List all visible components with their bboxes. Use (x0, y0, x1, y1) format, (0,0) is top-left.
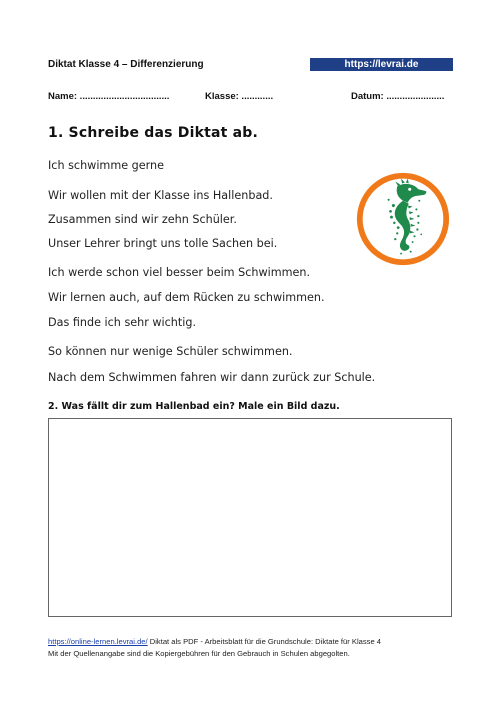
dictation-line: Nach dem Schwimmen fahren wir dann zurück zur Schule. (48, 371, 376, 384)
date-field: Datum: ...................... (351, 91, 445, 102)
task2-question: 2. Was fällt dir zum Hallenbad ein? Male ein Bild dazu. (48, 401, 340, 412)
footer-description: Diktat als PDF - Arbeitsblatt für die Grundschule: Diktate für Klasse 4 (147, 637, 382, 646)
task1-heading: 1. Schreibe das Diktat ab. (48, 125, 258, 141)
footer-link[interactable]: https://online-lernen.levrai.de/ (48, 637, 148, 646)
seahorse-icon (355, 171, 451, 267)
footer-line-2: Mit der Quellenangabe sind die Kopiergebühren für den Gebrauch in Schulen abgegolten. (48, 649, 350, 658)
dictation-line: So können nur wenige Schüler schwimmen. (48, 345, 293, 358)
class-field: Klasse: ............ (205, 91, 274, 102)
worksheet-title: Diktat Klasse 4 – Differenzierung (48, 59, 204, 70)
dictation-line: Wir wollen mit der Klasse ins Hallenbad. (48, 189, 273, 202)
dictation-line: Unser Lehrer bringt uns tolle Sachen bei. (48, 237, 278, 250)
dictation-line: Wir lernen auch, auf dem Rücken zu schwimmen. (48, 291, 325, 304)
dictation-line: Ich werde schon viel besser beim Schwimmen. (48, 266, 311, 279)
footer-line-1 (48, 637, 381, 646)
dictation-line: Ich schwimme gerne (48, 159, 165, 172)
site-url-banner[interactable]: https://levrai.de (310, 58, 453, 71)
dictation-line: Das finde ich sehr wichtig. (48, 316, 197, 329)
name-field: Name: .................................. (48, 91, 170, 102)
dictation-line: Zusammen sind wir zehn Schüler. (48, 213, 237, 226)
drawing-box[interactable] (48, 418, 452, 617)
